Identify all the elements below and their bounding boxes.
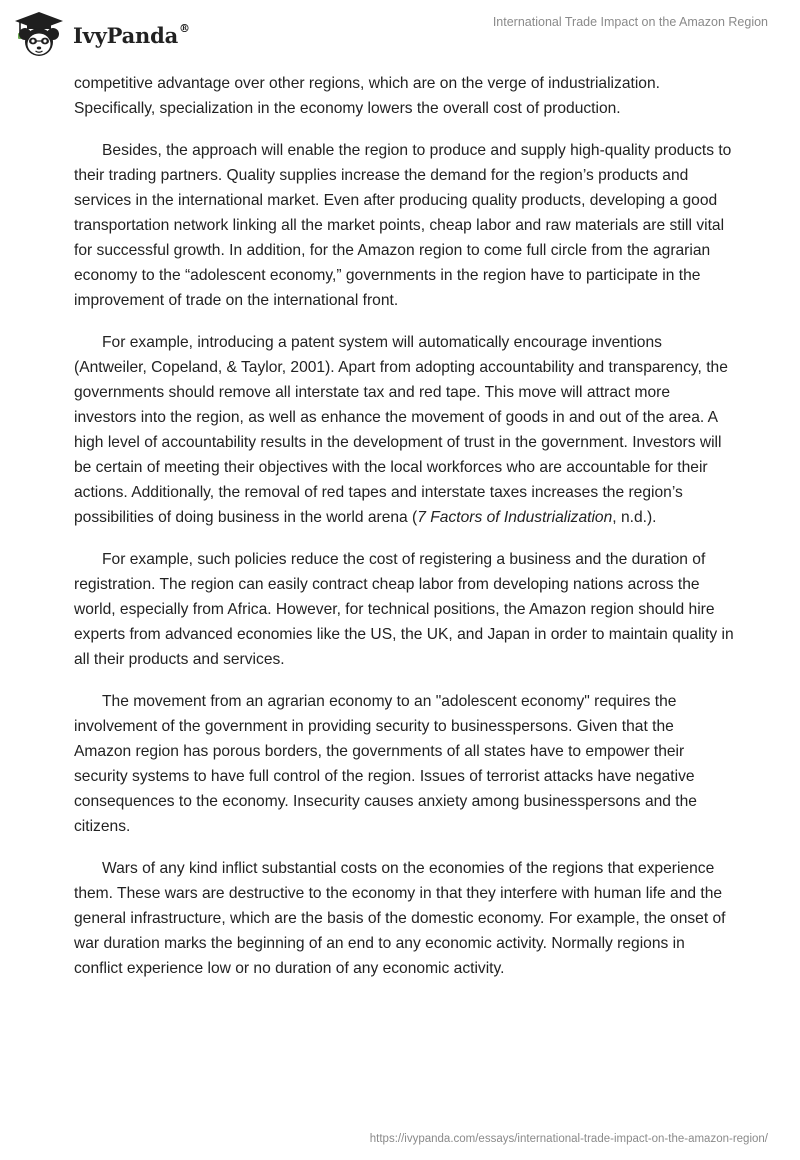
paragraph: competitive advantage over other regions, which are on the verge of industrialization. Specifically, specialization in the economy lowers the overall cost of production. [74,75,660,117]
paragraph: Besides, the approach will enable the region to produce and supply high-quality products to their trading partners. Quality supplies increase the demand for the region’s products and services in the international market. Even after producing quality products, developing a good transportation network linking all the market points, cheap labor and raw materials are still vital for successful growth. In addition, for the Amazon region to come full circle from the agrarian economy to the “adolescent economy,” governments in the region have to participate in the improvement of trade on the international front. [74,142,732,309]
paragraph: Wars of any kind inflict substantial costs on the economies of the regions that experience them. These wars are destructive to the economy in that they interfere with human life and the general infrastructure, which are the basis of the domestic economy. For example, the onset of war duration marks the beginning of an end to any economic activity. Normally regions in conflict experience low or no duration of any economic activity. [74,860,726,977]
registered-mark: ® [179,21,190,35]
paragraph [74,330,734,530]
page-header [0,0,800,70]
paragraph-text: For example, introducing a patent system will automatically encourage inventions (Antweiler, Copeland, & Taylor, 2001). Apart from adopting accountability and transparency, the governments should remove all interstate tax and red tape. This move will attract more investors into the region, as well as enhance the movement of goods in and out of the area. A high level of accountability results in the development of trust in the government. Investors will be certain of meeting their objectives with the local workforces who are accountable for their actions. Additionally, the removal of red tapes and interstate taxes increases the region’s possibilities of doing business in the world arena ( [74,334,728,526]
document-title: International Trade Impact on the Amazon Region [492,15,768,29]
source-url[interactable]: https://ivypanda.com/essays/international-trade-impact-on-the-amazon-region/ [369,1133,768,1145]
brand-name: IvyPanda® [73,21,190,48]
paragraph-text: , n.d.). [612,509,657,526]
citation-title: 7 Factors of Industrialization [417,509,613,526]
essay-body [74,71,734,998]
paragraph: The movement from an agrarian economy to an "adolescent economy" requires the involvement of the government in providing security to businesspersons. Given that the Amazon region has porous borders, the governments of all states have to empower their security systems to have full control of the region. Issues of terrorist attacks have negative consequences to the economy. Insecurity causes anxiety among businesspersons and the citizens. [74,693,697,835]
paragraph: For example, such policies reduce the cost of registering a business and the duration of registration. The region can easily contract cheap labor from developing nations across the world, especially from Africa. However, for technical positions, the Amazon region should hire experts from advanced economies like the US, the UK, and Japan in order to maintain quality in all their products and services. [74,551,734,668]
brand-logo[interactable] [13,10,190,58]
panda-graduate-icon [13,10,65,58]
